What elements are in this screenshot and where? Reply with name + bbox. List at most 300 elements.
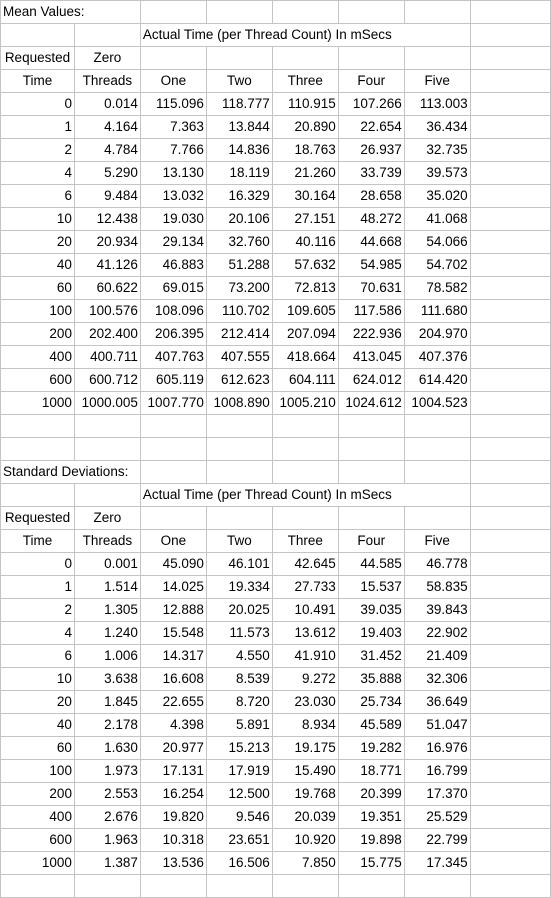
empty-cell[interactable] bbox=[470, 116, 550, 139]
empty-cell[interactable] bbox=[404, 461, 470, 484]
value-cell[interactable]: 4.784 bbox=[74, 139, 140, 162]
empty-cell[interactable] bbox=[470, 392, 550, 415]
value-cell[interactable]: 204.970 bbox=[404, 323, 470, 346]
mean-title[interactable]: Mean Values: bbox=[1, 1, 141, 24]
value-cell[interactable]: 4.398 bbox=[140, 714, 206, 737]
value-cell[interactable]: 8.934 bbox=[272, 714, 338, 737]
value-cell[interactable]: 39.573 bbox=[404, 162, 470, 185]
value-cell[interactable]: 7.363 bbox=[140, 116, 206, 139]
value-cell[interactable]: 21.260 bbox=[272, 162, 338, 185]
empty-cell[interactable] bbox=[1, 415, 75, 438]
value-cell[interactable]: 16.254 bbox=[140, 783, 206, 806]
empty-cell[interactable] bbox=[206, 875, 272, 898]
empty-cell[interactable] bbox=[470, 208, 550, 231]
value-cell[interactable]: 51.047 bbox=[404, 714, 470, 737]
empty-cell[interactable] bbox=[470, 530, 550, 553]
value-cell[interactable]: 5.290 bbox=[74, 162, 140, 185]
value-cell[interactable]: 20.934 bbox=[74, 231, 140, 254]
value-cell[interactable]: 13.844 bbox=[206, 116, 272, 139]
value-cell[interactable]: 54.702 bbox=[404, 254, 470, 277]
empty-cell[interactable] bbox=[404, 415, 470, 438]
value-cell[interactable]: 15.213 bbox=[206, 737, 272, 760]
column-header[interactable]: Two bbox=[206, 530, 272, 553]
value-cell[interactable]: 70.631 bbox=[338, 277, 404, 300]
value-cell[interactable]: 8.720 bbox=[206, 691, 272, 714]
value-cell[interactable]: 46.101 bbox=[206, 553, 272, 576]
empty-cell[interactable] bbox=[1, 438, 75, 461]
empty-cell[interactable] bbox=[470, 323, 550, 346]
value-cell[interactable]: 202.400 bbox=[74, 323, 140, 346]
requested-time-cell[interactable]: 60 bbox=[1, 737, 75, 760]
value-cell[interactable]: 57.632 bbox=[272, 254, 338, 277]
value-cell[interactable]: 7.766 bbox=[140, 139, 206, 162]
value-cell[interactable]: 14.317 bbox=[140, 645, 206, 668]
value-cell[interactable]: 69.015 bbox=[140, 277, 206, 300]
value-cell[interactable]: 29.134 bbox=[140, 231, 206, 254]
requested-time-cell[interactable]: 400 bbox=[1, 806, 75, 829]
value-cell[interactable]: 1.514 bbox=[74, 576, 140, 599]
value-cell[interactable]: 39.035 bbox=[338, 599, 404, 622]
empty-cell[interactable] bbox=[470, 369, 550, 392]
value-cell[interactable]: 32.306 bbox=[404, 668, 470, 691]
column-header[interactable] bbox=[140, 507, 206, 530]
value-cell[interactable]: 407.763 bbox=[140, 346, 206, 369]
empty-cell[interactable] bbox=[338, 1, 404, 24]
value-cell[interactable]: 14.836 bbox=[206, 139, 272, 162]
column-header[interactable]: Four bbox=[338, 70, 404, 93]
value-cell[interactable]: 118.777 bbox=[206, 93, 272, 116]
column-header[interactable]: Time bbox=[1, 530, 75, 553]
empty-cell[interactable] bbox=[470, 599, 550, 622]
value-cell[interactable]: 21.409 bbox=[404, 645, 470, 668]
value-cell[interactable]: 40.116 bbox=[272, 231, 338, 254]
requested-time-cell[interactable]: 6 bbox=[1, 645, 75, 668]
column-header[interactable]: Threads bbox=[74, 530, 140, 553]
value-cell[interactable]: 30.164 bbox=[272, 185, 338, 208]
empty-cell[interactable] bbox=[470, 461, 550, 484]
value-cell[interactable]: 19.820 bbox=[140, 806, 206, 829]
column-header[interactable]: Four bbox=[338, 530, 404, 553]
value-cell[interactable]: 78.582 bbox=[404, 277, 470, 300]
value-cell[interactable]: 19.175 bbox=[272, 737, 338, 760]
requested-time-cell[interactable]: 600 bbox=[1, 829, 75, 852]
value-cell[interactable]: 22.902 bbox=[404, 622, 470, 645]
value-cell[interactable]: 54.066 bbox=[404, 231, 470, 254]
value-cell[interactable]: 44.668 bbox=[338, 231, 404, 254]
value-cell[interactable]: 51.288 bbox=[206, 254, 272, 277]
value-cell[interactable]: 16.608 bbox=[140, 668, 206, 691]
empty-cell[interactable] bbox=[470, 622, 550, 645]
column-header[interactable] bbox=[140, 47, 206, 70]
value-cell[interactable]: 1.630 bbox=[74, 737, 140, 760]
value-cell[interactable]: 22.799 bbox=[404, 829, 470, 852]
empty-cell[interactable] bbox=[140, 438, 206, 461]
empty-cell[interactable] bbox=[470, 760, 550, 783]
column-header[interactable] bbox=[338, 507, 404, 530]
empty-cell[interactable] bbox=[470, 576, 550, 599]
value-cell[interactable]: 73.200 bbox=[206, 277, 272, 300]
value-cell[interactable]: 10.920 bbox=[272, 829, 338, 852]
empty-cell[interactable] bbox=[470, 645, 550, 668]
value-cell[interactable]: 35.020 bbox=[404, 185, 470, 208]
empty-cell[interactable] bbox=[74, 438, 140, 461]
empty-cell[interactable] bbox=[470, 300, 550, 323]
value-cell[interactable]: 39.843 bbox=[404, 599, 470, 622]
requested-time-cell[interactable]: 4 bbox=[1, 162, 75, 185]
value-cell[interactable]: 19.030 bbox=[140, 208, 206, 231]
column-header[interactable]: Zero bbox=[74, 507, 140, 530]
value-cell[interactable]: 2.553 bbox=[74, 783, 140, 806]
value-cell[interactable]: 5.891 bbox=[206, 714, 272, 737]
empty-cell[interactable] bbox=[470, 691, 550, 714]
value-cell[interactable]: 18.119 bbox=[206, 162, 272, 185]
column-header[interactable]: Three bbox=[272, 70, 338, 93]
value-cell[interactable]: 110.702 bbox=[206, 300, 272, 323]
empty-cell[interactable] bbox=[470, 783, 550, 806]
value-cell[interactable]: 58.835 bbox=[404, 576, 470, 599]
column-header[interactable]: Zero bbox=[74, 47, 140, 70]
value-cell[interactable]: 109.605 bbox=[272, 300, 338, 323]
value-cell[interactable]: 20.025 bbox=[206, 599, 272, 622]
value-cell[interactable]: 25.529 bbox=[404, 806, 470, 829]
value-cell[interactable]: 33.739 bbox=[338, 162, 404, 185]
empty-cell[interactable] bbox=[206, 461, 272, 484]
value-cell[interactable]: 624.012 bbox=[338, 369, 404, 392]
empty-cell[interactable] bbox=[470, 875, 550, 898]
value-cell[interactable]: 10.491 bbox=[272, 599, 338, 622]
value-cell[interactable]: 10.318 bbox=[140, 829, 206, 852]
empty-cell[interactable] bbox=[404, 1, 470, 24]
value-cell[interactable]: 44.585 bbox=[338, 553, 404, 576]
empty-cell[interactable] bbox=[470, 714, 550, 737]
value-cell[interactable]: 614.420 bbox=[404, 369, 470, 392]
value-cell[interactable]: 12.438 bbox=[74, 208, 140, 231]
column-header[interactable]: Requested bbox=[1, 507, 75, 530]
value-cell[interactable]: 46.778 bbox=[404, 553, 470, 576]
empty-cell[interactable] bbox=[140, 461, 206, 484]
value-cell[interactable]: 7.850 bbox=[272, 852, 338, 875]
value-cell[interactable]: 207.094 bbox=[272, 323, 338, 346]
value-cell[interactable]: 28.658 bbox=[338, 185, 404, 208]
value-cell[interactable]: 1.973 bbox=[74, 760, 140, 783]
empty-cell[interactable] bbox=[272, 1, 338, 24]
empty-cell[interactable] bbox=[470, 162, 550, 185]
value-cell[interactable]: 212.414 bbox=[206, 323, 272, 346]
requested-time-cell[interactable]: 10 bbox=[1, 208, 75, 231]
value-cell[interactable]: 413.045 bbox=[338, 346, 404, 369]
empty-cell[interactable] bbox=[272, 461, 338, 484]
empty-cell[interactable] bbox=[272, 415, 338, 438]
value-cell[interactable]: 8.539 bbox=[206, 668, 272, 691]
value-cell[interactable]: 16.329 bbox=[206, 185, 272, 208]
value-cell[interactable]: 16.976 bbox=[404, 737, 470, 760]
requested-time-cell[interactable]: 200 bbox=[1, 783, 75, 806]
value-cell[interactable]: 17.370 bbox=[404, 783, 470, 806]
empty-cell[interactable] bbox=[206, 1, 272, 24]
requested-time-cell[interactable]: 0 bbox=[1, 93, 75, 116]
requested-time-cell[interactable]: 100 bbox=[1, 760, 75, 783]
empty-cell[interactable] bbox=[272, 875, 338, 898]
requested-time-cell[interactable]: 60 bbox=[1, 277, 75, 300]
value-cell[interactable]: 27.151 bbox=[272, 208, 338, 231]
empty-cell[interactable] bbox=[470, 806, 550, 829]
value-cell[interactable]: 22.654 bbox=[338, 116, 404, 139]
value-cell[interactable]: 110.915 bbox=[272, 93, 338, 116]
value-cell[interactable]: 13.612 bbox=[272, 622, 338, 645]
value-cell[interactable]: 12.888 bbox=[140, 599, 206, 622]
value-cell[interactable]: 1008.890 bbox=[206, 392, 272, 415]
value-cell[interactable]: 100.576 bbox=[74, 300, 140, 323]
value-cell[interactable]: 20.106 bbox=[206, 208, 272, 231]
empty-cell[interactable] bbox=[470, 93, 550, 116]
value-cell[interactable]: 600.712 bbox=[74, 369, 140, 392]
value-cell[interactable]: 46.883 bbox=[140, 254, 206, 277]
empty-cell[interactable] bbox=[404, 438, 470, 461]
empty-cell[interactable] bbox=[470, 737, 550, 760]
value-cell[interactable]: 13.536 bbox=[140, 852, 206, 875]
empty-cell[interactable] bbox=[206, 438, 272, 461]
empty-cell[interactable] bbox=[74, 415, 140, 438]
value-cell[interactable]: 113.003 bbox=[404, 93, 470, 116]
column-header[interactable]: Threads bbox=[74, 70, 140, 93]
empty-cell[interactable] bbox=[470, 507, 550, 530]
value-cell[interactable]: 13.032 bbox=[140, 185, 206, 208]
requested-time-cell[interactable]: 1 bbox=[1, 116, 75, 139]
empty-cell[interactable] bbox=[470, 1, 550, 24]
value-cell[interactable]: 11.573 bbox=[206, 622, 272, 645]
column-header[interactable] bbox=[206, 47, 272, 70]
value-cell[interactable]: 15.490 bbox=[272, 760, 338, 783]
empty-cell[interactable] bbox=[470, 829, 550, 852]
empty-cell[interactable] bbox=[206, 415, 272, 438]
value-cell[interactable]: 13.130 bbox=[140, 162, 206, 185]
value-cell[interactable]: 1.006 bbox=[74, 645, 140, 668]
value-cell[interactable]: 1.240 bbox=[74, 622, 140, 645]
value-cell[interactable]: 222.936 bbox=[338, 323, 404, 346]
value-cell[interactable]: 48.272 bbox=[338, 208, 404, 231]
requested-time-cell[interactable]: 2 bbox=[1, 139, 75, 162]
value-cell[interactable]: 32.760 bbox=[206, 231, 272, 254]
empty-cell[interactable] bbox=[338, 438, 404, 461]
value-cell[interactable]: 45.090 bbox=[140, 553, 206, 576]
value-cell[interactable]: 108.096 bbox=[140, 300, 206, 323]
column-header[interactable]: Three bbox=[272, 530, 338, 553]
value-cell[interactable]: 206.395 bbox=[140, 323, 206, 346]
column-header[interactable]: Time bbox=[1, 70, 75, 93]
value-cell[interactable]: 1.387 bbox=[74, 852, 140, 875]
requested-time-cell[interactable]: 100 bbox=[1, 300, 75, 323]
value-cell[interactable]: 20.890 bbox=[272, 116, 338, 139]
value-cell[interactable]: 23.651 bbox=[206, 829, 272, 852]
value-cell[interactable]: 4.164 bbox=[74, 116, 140, 139]
value-cell[interactable]: 41.068 bbox=[404, 208, 470, 231]
empty-cell[interactable] bbox=[470, 70, 550, 93]
value-cell[interactable]: 19.351 bbox=[338, 806, 404, 829]
value-cell[interactable]: 9.546 bbox=[206, 806, 272, 829]
requested-time-cell[interactable]: 1000 bbox=[1, 392, 75, 415]
stddev-subtitle[interactable]: Actual Time (per Thread Count) In mSecs bbox=[140, 484, 470, 507]
requested-time-cell[interactable]: 4 bbox=[1, 622, 75, 645]
empty-cell[interactable] bbox=[140, 415, 206, 438]
value-cell[interactable]: 0.014 bbox=[74, 93, 140, 116]
requested-time-cell[interactable]: 400 bbox=[1, 346, 75, 369]
value-cell[interactable]: 18.763 bbox=[272, 139, 338, 162]
value-cell[interactable]: 1024.612 bbox=[338, 392, 404, 415]
value-cell[interactable]: 1005.210 bbox=[272, 392, 338, 415]
value-cell[interactable]: 2.676 bbox=[74, 806, 140, 829]
value-cell[interactable]: 4.550 bbox=[206, 645, 272, 668]
mean-subtitle[interactable]: Actual Time (per Thread Count) In mSecs bbox=[140, 24, 470, 47]
value-cell[interactable]: 31.452 bbox=[338, 645, 404, 668]
value-cell[interactable]: 1.305 bbox=[74, 599, 140, 622]
value-cell[interactable]: 19.898 bbox=[338, 829, 404, 852]
value-cell[interactable]: 19.282 bbox=[338, 737, 404, 760]
empty-cell[interactable] bbox=[470, 185, 550, 208]
value-cell[interactable]: 16.506 bbox=[206, 852, 272, 875]
value-cell[interactable]: 12.500 bbox=[206, 783, 272, 806]
column-header[interactable]: One bbox=[140, 530, 206, 553]
value-cell[interactable]: 54.985 bbox=[338, 254, 404, 277]
empty-cell[interactable] bbox=[470, 553, 550, 576]
value-cell[interactable]: 1.963 bbox=[74, 829, 140, 852]
column-header[interactable] bbox=[206, 507, 272, 530]
empty-cell[interactable] bbox=[272, 438, 338, 461]
value-cell[interactable]: 22.655 bbox=[140, 691, 206, 714]
empty-cell[interactable] bbox=[140, 875, 206, 898]
empty-cell[interactable] bbox=[470, 438, 550, 461]
requested-time-cell[interactable]: 40 bbox=[1, 254, 75, 277]
value-cell[interactable]: 9.484 bbox=[74, 185, 140, 208]
value-cell[interactable]: 20.977 bbox=[140, 737, 206, 760]
requested-time-cell[interactable]: 6 bbox=[1, 185, 75, 208]
value-cell[interactable]: 27.733 bbox=[272, 576, 338, 599]
value-cell[interactable]: 605.119 bbox=[140, 369, 206, 392]
value-cell[interactable]: 9.272 bbox=[272, 668, 338, 691]
column-header[interactable] bbox=[404, 47, 470, 70]
value-cell[interactable]: 18.771 bbox=[338, 760, 404, 783]
value-cell[interactable]: 23.030 bbox=[272, 691, 338, 714]
empty-cell[interactable] bbox=[470, 852, 550, 875]
value-cell[interactable]: 20.399 bbox=[338, 783, 404, 806]
value-cell[interactable]: 41.126 bbox=[74, 254, 140, 277]
value-cell[interactable]: 41.910 bbox=[272, 645, 338, 668]
column-header[interactable]: Five bbox=[404, 530, 470, 553]
value-cell[interactable]: 1004.523 bbox=[404, 392, 470, 415]
value-cell[interactable]: 1000.005 bbox=[74, 392, 140, 415]
value-cell[interactable]: 17.919 bbox=[206, 760, 272, 783]
value-cell[interactable]: 107.266 bbox=[338, 93, 404, 116]
empty-cell[interactable] bbox=[1, 24, 75, 47]
value-cell[interactable]: 400.711 bbox=[74, 346, 140, 369]
value-cell[interactable]: 418.664 bbox=[272, 346, 338, 369]
value-cell[interactable]: 15.548 bbox=[140, 622, 206, 645]
requested-time-cell[interactable]: 0 bbox=[1, 553, 75, 576]
value-cell[interactable]: 17.131 bbox=[140, 760, 206, 783]
value-cell[interactable]: 60.622 bbox=[74, 277, 140, 300]
empty-cell[interactable] bbox=[470, 277, 550, 300]
column-header[interactable] bbox=[272, 47, 338, 70]
empty-cell[interactable] bbox=[470, 47, 550, 70]
value-cell[interactable]: 42.645 bbox=[272, 553, 338, 576]
column-header[interactable]: One bbox=[140, 70, 206, 93]
value-cell[interactable]: 26.937 bbox=[338, 139, 404, 162]
empty-cell[interactable] bbox=[1, 484, 75, 507]
column-header[interactable] bbox=[338, 47, 404, 70]
column-header[interactable]: Requested bbox=[1, 47, 75, 70]
value-cell[interactable]: 604.111 bbox=[272, 369, 338, 392]
value-cell[interactable]: 15.537 bbox=[338, 576, 404, 599]
value-cell[interactable]: 36.434 bbox=[404, 116, 470, 139]
column-header[interactable]: Five bbox=[404, 70, 470, 93]
requested-time-cell[interactable]: 20 bbox=[1, 691, 75, 714]
empty-cell[interactable] bbox=[338, 875, 404, 898]
value-cell[interactable]: 36.649 bbox=[404, 691, 470, 714]
empty-cell[interactable] bbox=[470, 231, 550, 254]
value-cell[interactable]: 17.345 bbox=[404, 852, 470, 875]
column-header[interactable]: Two bbox=[206, 70, 272, 93]
value-cell[interactable]: 16.799 bbox=[404, 760, 470, 783]
empty-cell[interactable] bbox=[1, 875, 75, 898]
empty-cell[interactable] bbox=[470, 139, 550, 162]
value-cell[interactable]: 32.735 bbox=[404, 139, 470, 162]
empty-cell[interactable] bbox=[404, 875, 470, 898]
value-cell[interactable]: 111.680 bbox=[404, 300, 470, 323]
requested-time-cell[interactable]: 1000 bbox=[1, 852, 75, 875]
value-cell[interactable]: 115.096 bbox=[140, 93, 206, 116]
value-cell[interactable]: 15.775 bbox=[338, 852, 404, 875]
value-cell[interactable]: 1007.770 bbox=[140, 392, 206, 415]
empty-cell[interactable] bbox=[470, 346, 550, 369]
value-cell[interactable]: 19.334 bbox=[206, 576, 272, 599]
empty-cell[interactable] bbox=[74, 484, 140, 507]
column-header[interactable] bbox=[404, 507, 470, 530]
value-cell[interactable]: 1.845 bbox=[74, 691, 140, 714]
value-cell[interactable]: 20.039 bbox=[272, 806, 338, 829]
value-cell[interactable]: 3.638 bbox=[74, 668, 140, 691]
empty-cell[interactable] bbox=[470, 254, 550, 277]
empty-cell[interactable] bbox=[470, 24, 550, 47]
value-cell[interactable]: 35.888 bbox=[338, 668, 404, 691]
requested-time-cell[interactable]: 200 bbox=[1, 323, 75, 346]
value-cell[interactable]: 19.403 bbox=[338, 622, 404, 645]
value-cell[interactable]: 117.586 bbox=[338, 300, 404, 323]
value-cell[interactable]: 612.623 bbox=[206, 369, 272, 392]
value-cell[interactable]: 0.001 bbox=[74, 553, 140, 576]
empty-cell[interactable] bbox=[338, 415, 404, 438]
empty-cell[interactable] bbox=[470, 668, 550, 691]
requested-time-cell[interactable]: 1 bbox=[1, 576, 75, 599]
column-header[interactable] bbox=[272, 507, 338, 530]
empty-cell[interactable] bbox=[470, 415, 550, 438]
requested-time-cell[interactable]: 600 bbox=[1, 369, 75, 392]
stddev-title[interactable]: Standard Deviations: bbox=[1, 461, 141, 484]
value-cell[interactable]: 14.025 bbox=[140, 576, 206, 599]
empty-cell[interactable] bbox=[74, 24, 140, 47]
value-cell[interactable]: 407.376 bbox=[404, 346, 470, 369]
value-cell[interactable]: 407.555 bbox=[206, 346, 272, 369]
value-cell[interactable]: 19.768 bbox=[272, 783, 338, 806]
value-cell[interactable]: 45.589 bbox=[338, 714, 404, 737]
value-cell[interactable]: 2.178 bbox=[74, 714, 140, 737]
empty-cell[interactable] bbox=[338, 461, 404, 484]
empty-cell[interactable] bbox=[470, 484, 550, 507]
requested-time-cell[interactable]: 10 bbox=[1, 668, 75, 691]
empty-cell[interactable] bbox=[74, 875, 140, 898]
requested-time-cell[interactable]: 40 bbox=[1, 714, 75, 737]
value-cell[interactable]: 72.813 bbox=[272, 277, 338, 300]
value-cell[interactable]: 25.734 bbox=[338, 691, 404, 714]
requested-time-cell[interactable]: 2 bbox=[1, 599, 75, 622]
